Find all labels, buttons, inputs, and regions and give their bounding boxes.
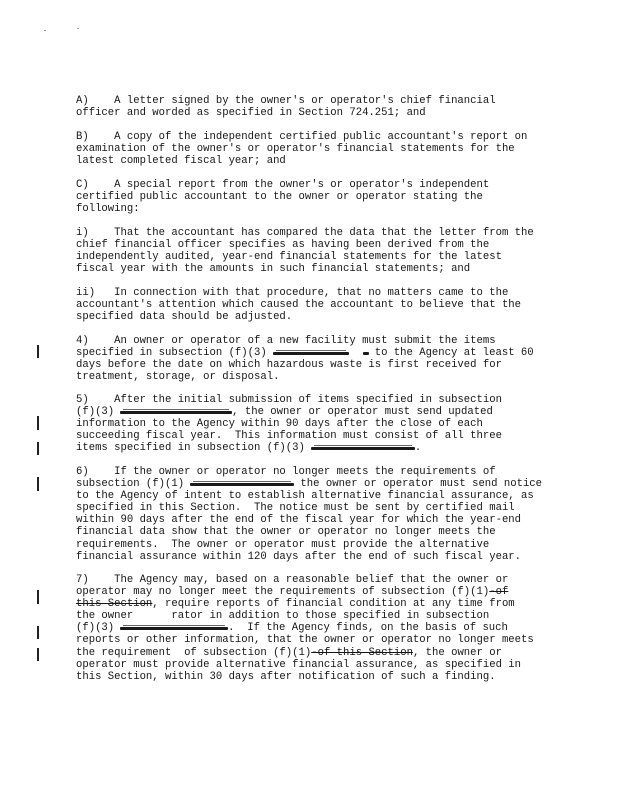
text-line: following: bbox=[76, 203, 140, 216]
change-bar bbox=[37, 477, 39, 491]
paragraph-b bbox=[76, 131, 546, 167]
redaction-mark bbox=[363, 347, 369, 359]
text-span: to the Agency at least 60 bbox=[374, 347, 534, 360]
paragraph-a bbox=[76, 95, 546, 119]
text-line: officer and worded as specified in Section 724.251; and bbox=[76, 107, 426, 120]
text-line: succeeding fiscal year. This information must consist of all three bbox=[76, 430, 502, 443]
text-line: ii) In connection with that procedure, that no matters came to the bbox=[76, 287, 509, 299]
redaction-mark bbox=[311, 442, 415, 454]
paragraph-7 bbox=[76, 574, 546, 683]
text-span: (f)(3) bbox=[76, 622, 115, 635]
text-line: i) That the accountant has compared the data that the letter from the bbox=[76, 227, 534, 239]
paragraph-6 bbox=[76, 466, 546, 563]
text-line bbox=[76, 347, 546, 359]
text-line: 6) If the owner or operator no longer meets the requirements of bbox=[76, 466, 496, 478]
text-line: chief financial officer specifies as having been derived from the bbox=[76, 239, 490, 252]
paragraph-i bbox=[76, 227, 546, 275]
struck-text: -of this Section bbox=[311, 646, 413, 659]
paragraph-c bbox=[76, 179, 546, 215]
text-line: financial data show that the owner or operator no longer meets the bbox=[76, 526, 496, 539]
change-bar bbox=[37, 626, 39, 639]
text-line: financial assurance within 120 days after the end of such fiscal year. bbox=[76, 550, 522, 563]
text-span: the requirement of subsection (f)(1) bbox=[76, 646, 312, 659]
text-line: reports or other information, that the owner or operator no longer meets bbox=[76, 634, 534, 647]
text-span: the owner or operator must send notice bbox=[294, 478, 543, 491]
text-line bbox=[76, 622, 546, 634]
redaction-mark bbox=[120, 622, 228, 634]
text-line: accountant's attention which caused the accountant to believe that the bbox=[76, 299, 522, 312]
text-line: 5) After the initial submission of items specified in subsection bbox=[76, 394, 502, 406]
struck-text: -of bbox=[489, 586, 509, 599]
text-span: operator may no longer meet the requirements of subsection (f)(1) bbox=[76, 586, 490, 599]
text-span: specified in subsection (f)(3) bbox=[76, 347, 267, 360]
change-bar bbox=[37, 416, 39, 430]
text-line bbox=[76, 598, 546, 610]
redaction-mark bbox=[190, 478, 294, 490]
text-span: items specified in subsection (f)(3) bbox=[76, 442, 305, 455]
text-line: B) A copy of the independent certified public accountant's report on bbox=[76, 131, 528, 143]
change-bar bbox=[37, 345, 39, 358]
text-line: within 90 days after the end of the fiscal year for which the year-end bbox=[76, 514, 522, 527]
paragraph-5 bbox=[76, 394, 546, 454]
change-bar bbox=[37, 590, 39, 604]
text-line: specified data should be adjusted. bbox=[76, 311, 293, 324]
text-line: the owner rator in addition to those specified in subsection bbox=[76, 610, 490, 623]
scan-speck bbox=[44, 30, 46, 31]
text-line: this Section, within 30 days after notification of such a finding. bbox=[76, 670, 496, 683]
text-span: . If the Agency finds, on the basis of such bbox=[228, 622, 508, 635]
text-span: (f)(3) bbox=[76, 406, 115, 419]
scan-speck bbox=[77, 28, 79, 29]
text-line bbox=[76, 647, 546, 659]
change-bar bbox=[37, 442, 39, 455]
text-line: days before the date on which hazardous waste is first received for bbox=[76, 359, 502, 372]
text-line bbox=[76, 586, 546, 598]
text-line: A) A letter signed by the owner's or operator's chief financial bbox=[76, 95, 496, 107]
redaction-mark bbox=[120, 406, 232, 418]
paragraph-4 bbox=[76, 335, 546, 383]
text-line: operator must provide alternative financial assurance, as specified in bbox=[76, 658, 522, 671]
paragraph-ii bbox=[76, 287, 546, 323]
text-line bbox=[76, 406, 546, 418]
text-line: fiscal year with the amounts in such financial statements; and bbox=[76, 263, 471, 276]
text-line: latest completed fiscal year; and bbox=[76, 155, 286, 168]
text-line: certified public accountant to the owner or operator stating the bbox=[76, 191, 483, 204]
text-line bbox=[76, 478, 546, 490]
text-span: . bbox=[414, 442, 422, 455]
text-span: , require reports of financial condition at any time from bbox=[152, 598, 515, 611]
text-span: subsection (f)(1) bbox=[76, 478, 185, 491]
text-span: , the owner or bbox=[412, 646, 502, 659]
text-line: to the Agency of intent to establish alternative financial assurance, as bbox=[76, 490, 534, 503]
text-line: specified in this Section. The notice must be sent by certified mail bbox=[76, 502, 515, 515]
text-line: C) A special report from the owner's or operator's independent bbox=[76, 179, 490, 191]
change-bar bbox=[37, 648, 39, 661]
text-line: 7) The Agency may, based on a reasonable belief that the owner or bbox=[76, 574, 509, 586]
struck-text: this Section bbox=[76, 598, 153, 611]
text-line bbox=[76, 442, 546, 454]
redaction-mark bbox=[273, 347, 349, 359]
text-span: , the owner or operator must send updated bbox=[232, 406, 493, 419]
text-line: examination of the owner's or operator's financial statements for the bbox=[76, 143, 515, 156]
text-line: treatment, storage, or disposal. bbox=[76, 371, 280, 384]
text-line: independently audited, year-end financial statements for the latest bbox=[76, 251, 502, 264]
text-line: requirements. The owner or operator must provide the alternative bbox=[76, 538, 490, 551]
text-line: information to the Agency within 90 days after the close of each bbox=[76, 418, 483, 431]
text-line: 4) An owner or operator of a new facility must submit the items bbox=[76, 335, 496, 347]
